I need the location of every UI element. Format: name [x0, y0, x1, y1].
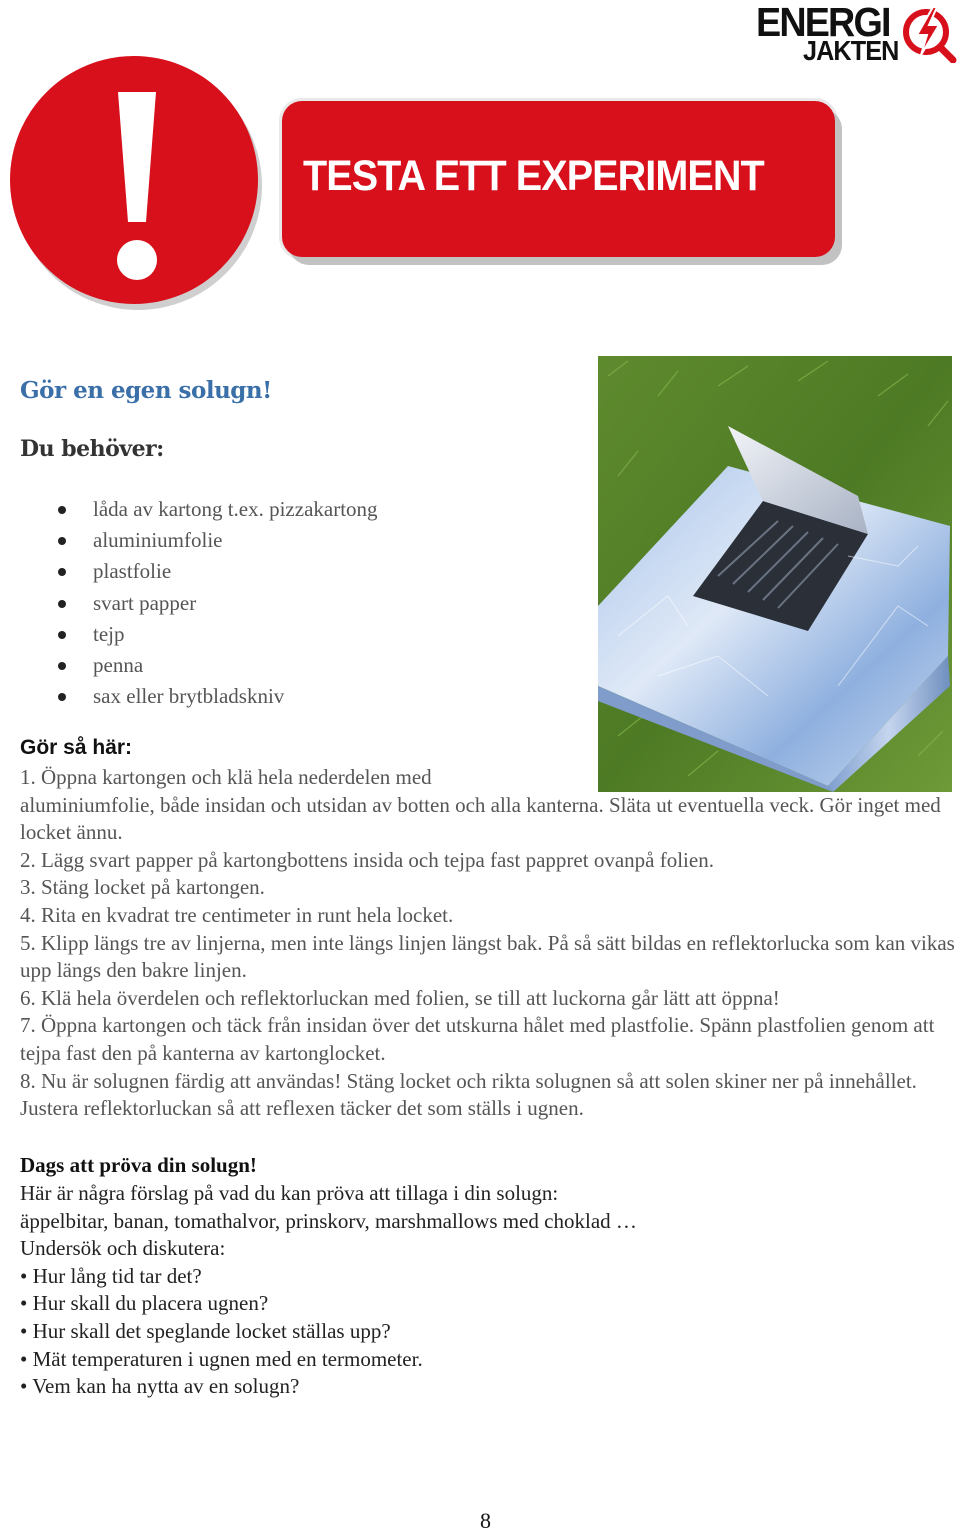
list-item: tejp — [0, 619, 378, 650]
banner-title: TESTA ETT EXPERIMENT — [303, 152, 764, 200]
question-item: • Mät temperaturen i ugnen med en termometer. — [20, 1346, 423, 1371]
list-item: sax eller brytbladskniv — [0, 681, 378, 712]
list-item: plastfolie — [0, 556, 378, 587]
step-1b: aluminiumfolie, både insidan och utsidan av botten och alla kanterna. Släta ut eventuella veck. Gör inget med locket ännu. — [20, 792, 941, 845]
page-number: 8 — [480, 1508, 491, 1533]
logo-text-energi: ENERGI — [756, 0, 890, 45]
try-heading: Dags att pröva din solugn! — [20, 1153, 257, 1177]
list-item: svart papper — [0, 588, 378, 619]
question-item: • Hur lång tid tar det? — [20, 1263, 202, 1288]
try-section — [20, 1180, 950, 1401]
step: 2. Lägg svart papper på kartongbottens insida och tejpa fast pappret ovanpå folien. — [20, 847, 714, 872]
step: 8. Nu är solugnen färdig att användas! Stäng locket och rikta solugnen så att solen skiner ner på innehållet. Justera reflektorluckan så att reflexen täcker det som ställs i ugnen. — [20, 1068, 917, 1121]
question-item: • Vem kan ha nytta av en solugn? — [20, 1374, 300, 1399]
try-foods: äppelbitar, banan, tomathalvor, prinskorv, marshmallows med choklad … — [20, 1208, 637, 1233]
list-item: penna — [0, 650, 378, 681]
step: 6. Klä hela överdelen och reflektorluckan med folien, se till att luckorna går lätt att öppna! — [20, 985, 780, 1010]
step: 4. Rita en kvadrat tre centimeter in runt hela locket. — [20, 902, 454, 927]
logo-text-jakten: JAKTEN — [803, 35, 899, 66]
materials-list — [0, 494, 378, 712]
question-item: • Hur skall det speglande locket ställas upp? — [20, 1318, 391, 1343]
solar-oven-photo — [598, 356, 952, 792]
step-1a: 1. Öppna kartongen och klä hela nederdelen med — [20, 765, 432, 789]
try-intro: Här är några förslag på vad du kan pröva att tillaga i din solugn: — [20, 1181, 559, 1205]
lightning-search-icon — [901, 5, 957, 63]
main-heading: Gör en egen solugn! — [20, 377, 272, 404]
needs-heading: Du behöver: — [20, 436, 164, 462]
question-item: • Hur skall du placera ugnen? — [20, 1291, 269, 1316]
step: 5. Klipp längs tre av linjerna, men inte längs linjen längst bak. På så sätt bildas en reflektorlucka som kan vikas upp längs den bakre linjen. — [20, 930, 955, 983]
step: 7. Öppna kartongen och täck från insidan över det utskurna hålet med plastfolie. Spänn plastfolien genom att tejpa fast den på kanterna av kartonglocket. — [20, 1013, 935, 1065]
list-item: låda av kartong t.ex. pizzakartong — [0, 494, 378, 525]
instructions-heading: Gör så här: — [20, 736, 133, 759]
exclamation-icon — [6, 52, 266, 312]
try-discuss: Undersök och diskutera: — [20, 1236, 226, 1261]
list-item: aluminiumfolie — [0, 525, 378, 556]
instruction-steps — [20, 764, 960, 1123]
step: 3. Stäng locket på kartongen. — [20, 875, 265, 900]
